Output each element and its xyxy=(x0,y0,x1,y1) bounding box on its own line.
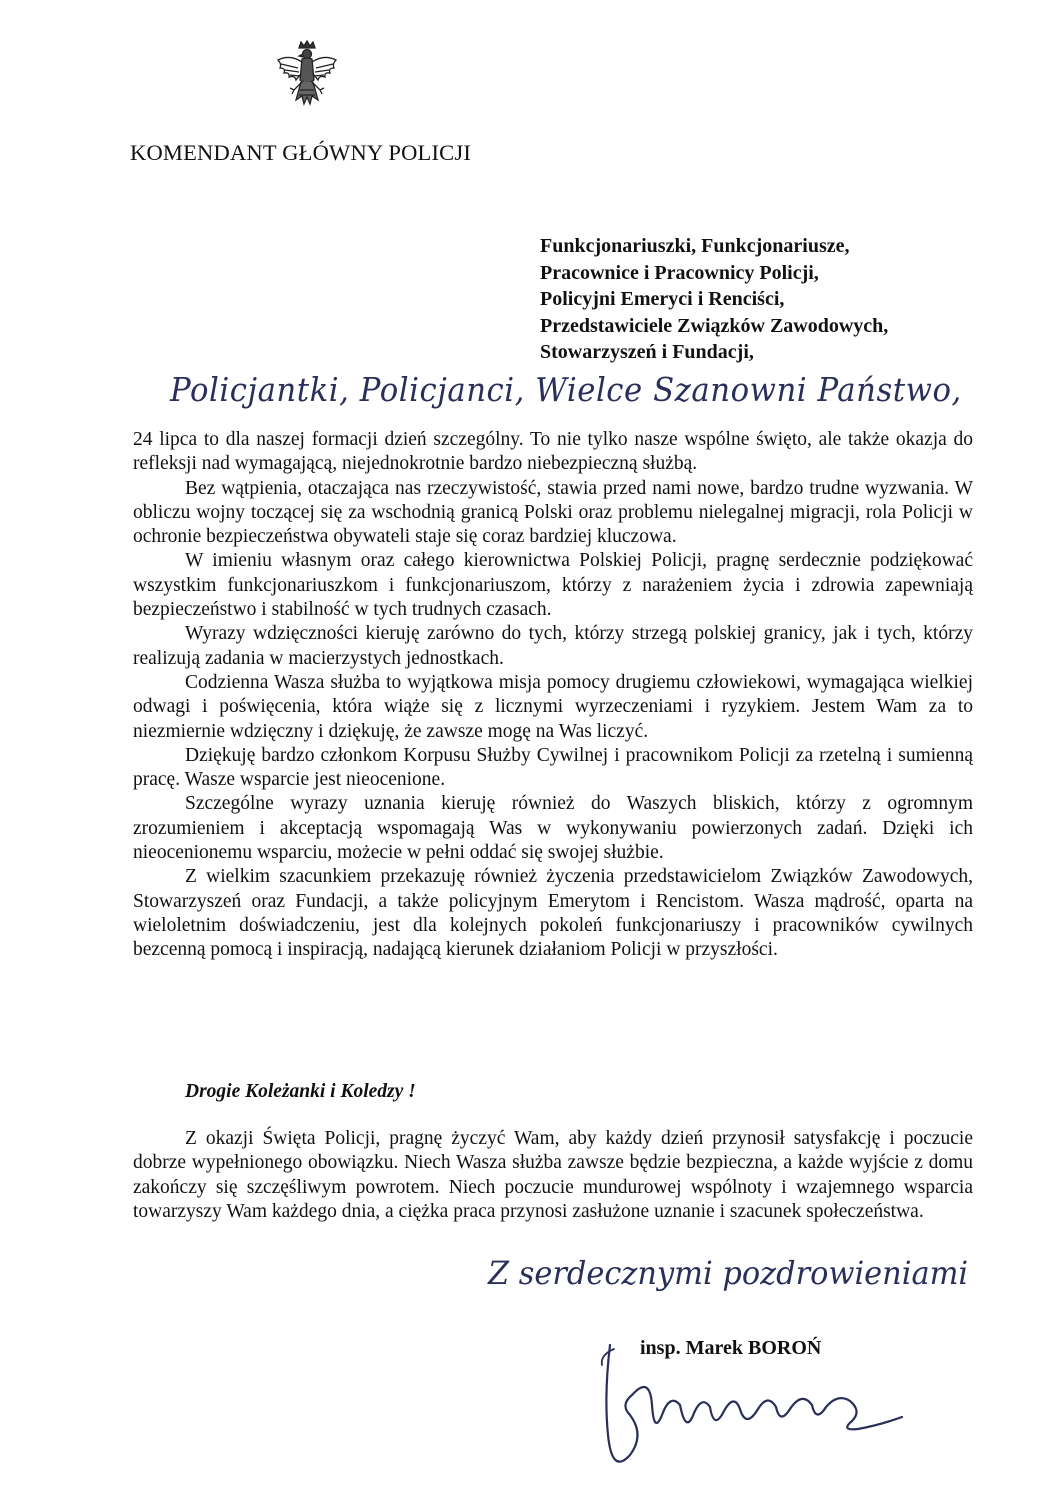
body-paragraph: 24 lipca to dla naszej formacji dzień szczególny. To nie tylko nasze wspólne święto, ale także okazja do refleksji nad wymagającą, niejednokrotnie bardzo niebezpieczną służbą. xyxy=(133,429,973,475)
addressee-line: Przedstawiciele Związków Zawodowych, xyxy=(540,314,889,337)
body-paragraph: Codzienna Wasza służba to wyjątkowa misja pomocy drugiemu człowiekowi, wymagająca wielkiej odwagi i poświęcenia, która wiąże się z licznymi wyrzeczeniami i ryzykiem. Jestem Wam za to niezmiernie wdzięczny i dziękuję, że zawsze mogę na Was liczyć. xyxy=(133,671,973,742)
body-paragraph: Dziękuję bardzo członkom Korpusu Służby Cywilnej i pracownikom Policji za rzetelną i sumienną pracę. Wasze wsparcie jest nieocenione. xyxy=(133,744,973,791)
addressee-line: Pracownice i Pracownicy Policji, xyxy=(540,261,819,284)
handwritten-regards: Z serdecznymi pozdrowieniami xyxy=(488,1254,969,1292)
body-paragraph: Bez wątpienia, otaczająca nas rzeczywistość, stawia przed nami nowe, bardzo trudne wyzwania. W obliczu wojny toczącej się za wschodnią granicą Polski oraz problemu nielegalnej migracji, rola Policji w ochronie bezpieczeństwa obywateli staje się coraz bardziej kluczowa. xyxy=(133,477,973,548)
handwritten-salutation: Policjantki, Policjanci, Wielce Szanowni Państwo, xyxy=(170,370,962,409)
body-paragraph: Wyrazy wdzięczności kieruję zarówno do tych, którzy strzegą polskiej granicy, jak i tych, którzy realizują zadania w macierzystych jednostkach. xyxy=(133,623,973,669)
body-paragraph: W imieniu własnym oraz całego kierownictwa Polskiej Policji, pragnę serdecznie podziękować wszystkim funkcjonariuszkom i funkcjonariuszom, którzy z narażeniem życia i zdrowia zapewniają bezpieczeństwo i stabilność w tych trudnych czasach. xyxy=(133,550,973,621)
body-paragraph: Z wielkim szacunkiem przekazuję również życzenia przedstawicielom Związków Zawodowych, Stowarzyszeń oraz Fundacji, a także policyjnym Emerytom i Rencistom. Wasza mądrość, oparta na wieloletnim doświadczeniu, jest dla kolejnych pokoleń funkcjonariuszy i pracowników cywilnych bezcenną pomocą i inspiracją, nadającą kierunek działaniom Policji w przyszłości. xyxy=(133,866,973,961)
addressee-line: Funkcjonariuszki, Funkcjonariusze, xyxy=(540,235,850,257)
handwritten-signature-icon xyxy=(590,1335,910,1485)
signatory-name: insp. Marek BOROŃ xyxy=(640,1337,822,1359)
greeting-line: Drogie Koleżanki i Koledzy ! xyxy=(185,1081,416,1102)
addressee-list xyxy=(540,233,888,366)
closing-paragraph: Z okazji Święta Policji, pragnę życzyć Wam, aby każdy dzień przynosił satysfakcję i poczucie dobrze wypełnionego obowiązku. Niech Wasza służba zawsze będzie bezpieczna, a każde wyjście z domu zakończy się szczęśliwym powrotem. Niech poczucie mundurowej wspólnoty i wzajemnego wsparcia towarzyszy Wam każdego dnia, a ciężka praca przynosi zasłużone uznanie i szacunek społeczeństwa. xyxy=(133,1128,973,1222)
closing-paragraph-block xyxy=(133,1127,973,1224)
addressee-line: Policyjni Emeryci i Renciści, xyxy=(540,288,785,310)
body-paragraph: Szczególne wyrazy uznania kieruję również do Waszych bliskich, którzy z ogromnym zrozumieniem i akceptacją wspomagają Was w wykonywaniu powierzonych zadań. Dzięki ich nieocenionemu wsparciu, możecie w pełni oddać się swojej służbie. xyxy=(133,793,973,864)
letter-body xyxy=(133,428,973,963)
addressee-line: Stowarzyszeń i Fundacji, xyxy=(540,341,754,363)
institution-header: KOMENDANT GŁÓWNY POLICJI xyxy=(130,140,472,165)
polish-eagle-emblem-icon xyxy=(272,40,342,122)
